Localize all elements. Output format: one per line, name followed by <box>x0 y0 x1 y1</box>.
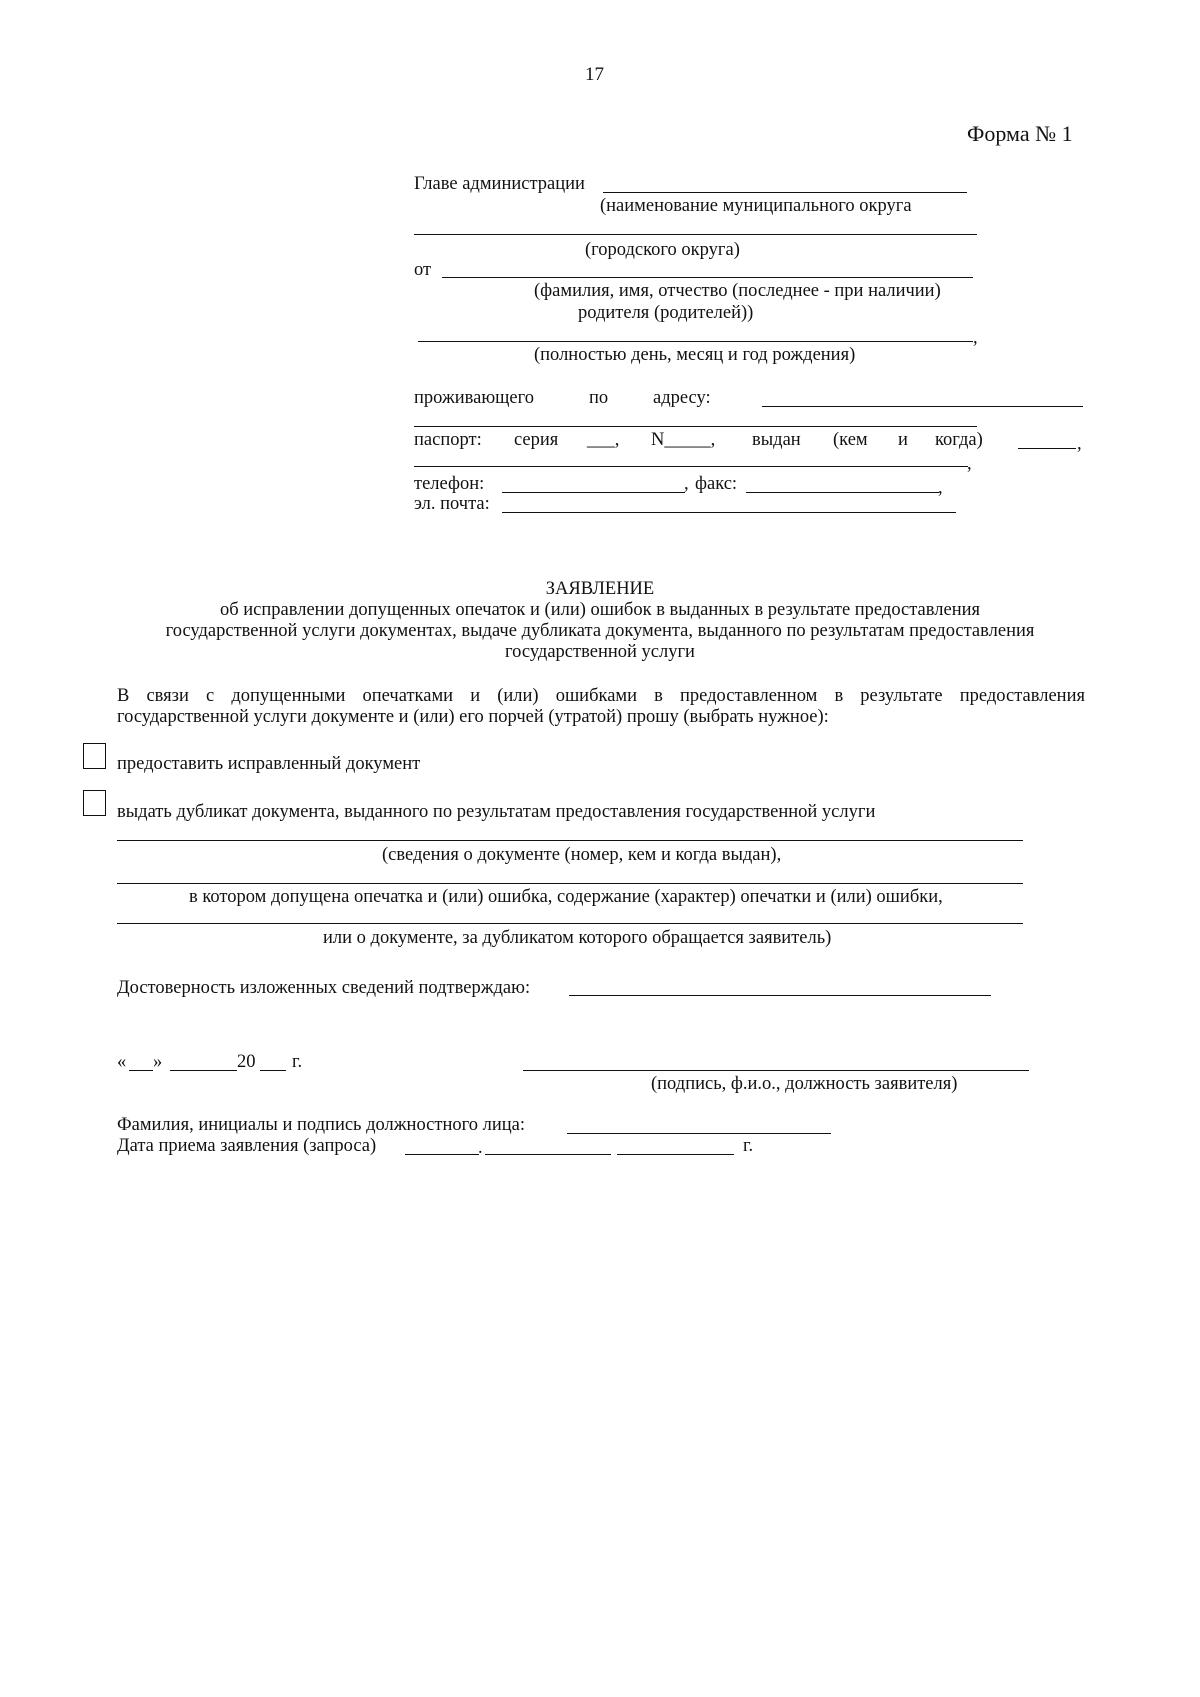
hint-doc-2: в котором допущена опечатка и (или) ошибка, содержание (характер) опечатки и (или) ошибки, <box>189 887 943 907</box>
comma: , <box>967 454 972 474</box>
received-year-field[interactable] <box>617 1154 734 1155</box>
fax-field[interactable] <box>746 492 939 493</box>
intro-word: и <box>470 686 481 706</box>
passport-label: паспорт: <box>414 430 482 450</box>
passport-when-label: когда) <box>935 430 983 450</box>
intro-word: предоставления <box>959 686 1085 706</box>
signature-field[interactable] <box>523 1070 1029 1071</box>
statement-subtitle-2: государственной услуги документах, выдаче дубликата документа, выданного по результатам предоставления <box>165 621 1035 641</box>
date-close-quote: » <box>153 1052 163 1072</box>
document-info-field-1[interactable] <box>117 840 1023 841</box>
received-label: Дата приема заявления (запроса) <box>117 1136 377 1156</box>
email-label: эл. почта: <box>414 494 490 514</box>
hint-doc-1: (сведения о документе (номер, кем и когда выдан), <box>382 845 782 865</box>
intro-word: (или) <box>497 686 539 706</box>
comma: , <box>973 328 978 348</box>
confirm-label: Достоверность изложенных сведений подтверждаю: <box>117 978 531 998</box>
residing-word-2: по <box>589 388 609 408</box>
date-day-field[interactable] <box>129 1070 153 1071</box>
hint-birth: (полностью день, месяц и год рождения) <box>534 345 856 365</box>
to-head-label: Главе администрации <box>414 174 585 194</box>
address-field-2[interactable] <box>414 426 977 427</box>
official-field[interactable] <box>567 1133 831 1134</box>
hint-fio: (фамилия, имя, отчество (последнее - при наличии) <box>534 281 941 301</box>
comma: , <box>938 478 943 498</box>
confirm-field[interactable] <box>569 995 991 996</box>
option-corrected-checkbox[interactable] <box>83 743 106 769</box>
passport-and-label: и <box>898 430 908 450</box>
option-corrected-label: предоставить исправленный документ <box>117 754 421 774</box>
year-suffix: г. <box>292 1052 303 1072</box>
applicant-name-field[interactable] <box>442 277 973 278</box>
hint-city: (городского округа) <box>585 240 740 260</box>
received-day-field[interactable] <box>405 1154 479 1155</box>
intro-word: В <box>117 686 130 706</box>
intro-word: опечатками <box>362 686 454 706</box>
passport-issued-label: выдан <box>752 430 801 450</box>
date-month-field[interactable] <box>170 1070 237 1071</box>
form-label: Форма № 1 <box>967 121 1073 146</box>
dot: . <box>478 1138 483 1158</box>
intro-word: предоставленном <box>680 686 818 706</box>
date-open-quote: « <box>117 1052 127 1072</box>
phone-field[interactable] <box>502 492 685 493</box>
residing-word-3: адресу: <box>653 388 711 408</box>
residing-word-1: проживающего <box>414 388 534 408</box>
document-info-field-3[interactable] <box>117 923 1023 924</box>
hint-signature: (подпись, ф.и.о., должность заявителя) <box>651 1074 958 1094</box>
page-number: 17 <box>585 64 604 85</box>
option-duplicate-label: выдать дубликат документа, выданного по результатам предоставления государственной услуги <box>117 802 876 822</box>
intro-word: связи <box>146 686 189 706</box>
fax-label: факс: <box>695 474 738 494</box>
from-label: от <box>414 260 432 280</box>
head-name-field[interactable] <box>603 192 967 193</box>
statement-subtitle-3: государственной услуги <box>505 642 695 662</box>
passport-series-field[interactable]: ___, <box>587 430 620 450</box>
municipal-name-field[interactable] <box>414 234 977 235</box>
received-month-field[interactable] <box>485 1154 611 1155</box>
intro-word: результате <box>860 686 943 706</box>
passport-by-label: (кем <box>833 430 868 450</box>
document-info-field-2[interactable] <box>117 883 1023 884</box>
passport-series-label: серия <box>514 430 559 450</box>
received-suffix: г. <box>743 1136 754 1156</box>
birth-date-field[interactable] <box>418 341 973 342</box>
comma: , <box>684 474 689 494</box>
date-year-field[interactable] <box>260 1070 286 1071</box>
statement-heading: ЗАЯВЛЕНИЕ <box>545 579 655 599</box>
intro-word: ошибками <box>555 686 638 706</box>
intro-word: в <box>654 686 663 706</box>
passport-number-field[interactable]: N_____, <box>651 430 716 450</box>
passport-issued-field[interactable] <box>1018 448 1076 449</box>
year-prefix: 20 <box>237 1052 256 1072</box>
intro-word: с <box>205 686 215 706</box>
hint-doc-3: или о документе, за дубликатом которого обращается заявитель) <box>323 928 832 948</box>
intro-line-1 <box>117 686 1085 707</box>
hint-municipal: (наименование муниципального округа <box>600 196 912 216</box>
phone-label: телефон: <box>414 474 485 494</box>
passport-issued-field-2[interactable] <box>414 466 968 467</box>
intro-line-2: государственной услуги документе и (или) его порчей (утратой) прошу (выбрать нужное): <box>117 707 829 727</box>
address-field-1[interactable] <box>762 406 1083 407</box>
intro-word: в <box>834 686 844 706</box>
hint-parents: родителя (родителей)) <box>578 303 754 323</box>
email-field[interactable] <box>502 512 956 513</box>
intro-word: допущенными <box>231 686 346 706</box>
official-label: Фамилия, инициалы и подпись должностного лица: <box>117 1115 525 1135</box>
statement-subtitle-1: об исправлении допущенных опечаток и (или) ошибок в выданных в результате предоставления <box>219 600 981 620</box>
option-duplicate-checkbox[interactable] <box>83 790 106 816</box>
comma: , <box>1077 434 1082 454</box>
